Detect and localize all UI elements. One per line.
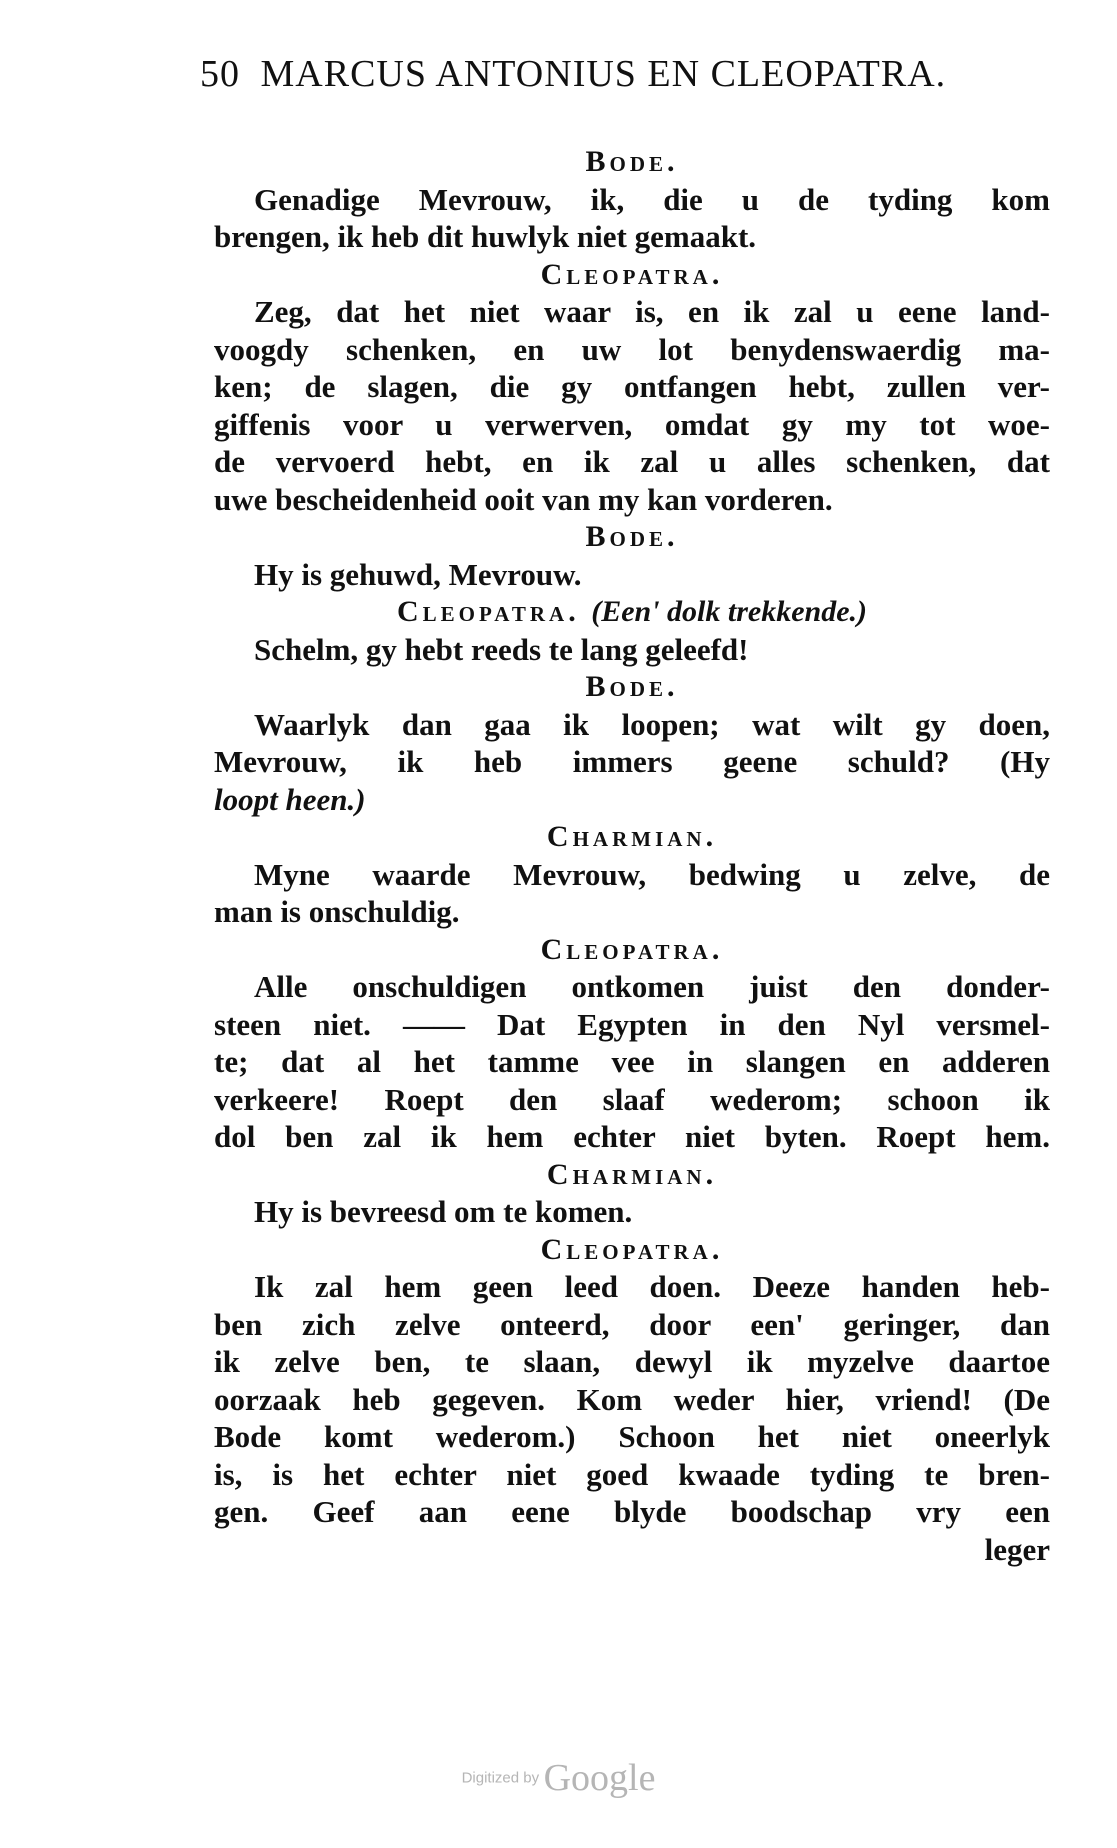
text-line: Bode komt wederom.) Schoon het niet oneerlyk <box>214 1419 1050 1454</box>
text-line: Zeg, dat het niet waar is, en ik zal u eene land- <box>254 294 1050 329</box>
text-line: Hy is bevreesd om te komen. <box>254 1194 633 1229</box>
text-line: Hy is gehuwd, Mevrouw. <box>254 556 582 592</box>
catchword: leger <box>984 1531 1050 1567</box>
text-line: giffenis voor u verwerven, omdat gy my tot woe- <box>214 406 1050 442</box>
speaker-label: Charmian. <box>546 1157 718 1191</box>
text-line: Ik zal hem geen leed doen. Deeze handen heb- <box>254 1269 1050 1304</box>
text-line: Mevrouw, ik heb immers geene schuld? (Hy <box>214 744 1050 779</box>
text-line: dol ben zal ik hem echter niet byten. Roept hem. <box>214 1119 1050 1154</box>
speaker-label: Cleopatra. <box>540 1232 724 1266</box>
text-line: brengen, ik heb dit huwlyk niet gemaakt. <box>214 219 757 254</box>
running-title: MARCUS ANTONIUS EN CLEOPATRA. <box>260 53 947 95</box>
text-line: steen niet. —— Dat Egypten in den Nyl versmel- <box>214 1006 1050 1042</box>
text-line: Waarlyk dan gaa ik loopen; wat wilt gy doen, <box>254 706 1050 742</box>
text-line: de vervoerd hebt, en ik zal u alles schenken, dat <box>214 444 1050 479</box>
page-number: 50 <box>200 53 240 95</box>
running-header <box>200 52 1020 96</box>
text-line: ik zelve ben, te slaan, dewyl ik myzelve daartoe <box>214 1344 1050 1379</box>
speaker-name <box>214 668 1050 706</box>
speaker-label: Cleopatra. <box>396 595 580 628</box>
speaker-label: Bode. <box>585 145 679 178</box>
watermark-prefix: Digitized by <box>461 1769 540 1787</box>
text-line: gen. Geef aan eene blyde boodschap vry een <box>214 1494 1050 1529</box>
speaker-name <box>214 931 1050 969</box>
speaker-name <box>214 593 1050 631</box>
text-line: voogdy schenken, en uw lot benydenswaerdig ma- <box>214 331 1050 367</box>
speaker-name <box>214 256 1050 294</box>
text-line: Alle onschuldigen ontkomen juist den donder- <box>254 969 1050 1004</box>
dialogue-text <box>214 143 1050 1568</box>
digitized-watermark <box>0 1756 1117 1800</box>
text-line: ken; de slagen, die gy ontfangen hebt, zullen ver- <box>214 369 1050 404</box>
speaker-label: Cleopatra. <box>540 932 724 966</box>
text-line: Myne waarde Mevrouw, bedwing u zelve, de <box>254 856 1050 892</box>
text-line: Schelm, gy hebt reeds te lang geleefd! <box>254 631 749 667</box>
text-line: is, is het echter niet goed kwaade tyding te bren- <box>214 1456 1050 1492</box>
speaker-label: Cleopatra. <box>540 257 724 291</box>
speaker-name <box>214 143 1050 181</box>
speaker-name <box>214 1156 1050 1194</box>
text-line: verkeere! Roept den slaaf wederom; schoon ik <box>214 1081 1050 1117</box>
speaker-name <box>214 518 1050 556</box>
speaker-name <box>214 818 1050 856</box>
watermark-brand: Google <box>543 1757 656 1799</box>
speaker-label: Bode. <box>585 670 679 703</box>
speaker-name <box>214 1231 1050 1269</box>
text-line: oorzaak heb gegeven. Kom weder hier, vriend! (De <box>214 1381 1050 1417</box>
text-line: ben zich zelve onteerd, door een' geringer, dan <box>214 1306 1050 1342</box>
text-line: loopt heen.) <box>214 781 366 817</box>
stage-direction: (Een' dolk trekkende.) <box>591 595 868 628</box>
speaker-label: Charmian. <box>546 820 718 853</box>
speaker-label: Bode. <box>585 520 679 553</box>
text-line: Genadige Mevrouw, ik, die u de tyding kom <box>254 181 1050 217</box>
text-line: te; dat al het tamme vee in slangen en adderen <box>214 1044 1050 1079</box>
text-line: uwe bescheidenheid ooit van my kan vorderen. <box>214 481 833 517</box>
text-line: man is onschuldig. <box>214 894 460 929</box>
